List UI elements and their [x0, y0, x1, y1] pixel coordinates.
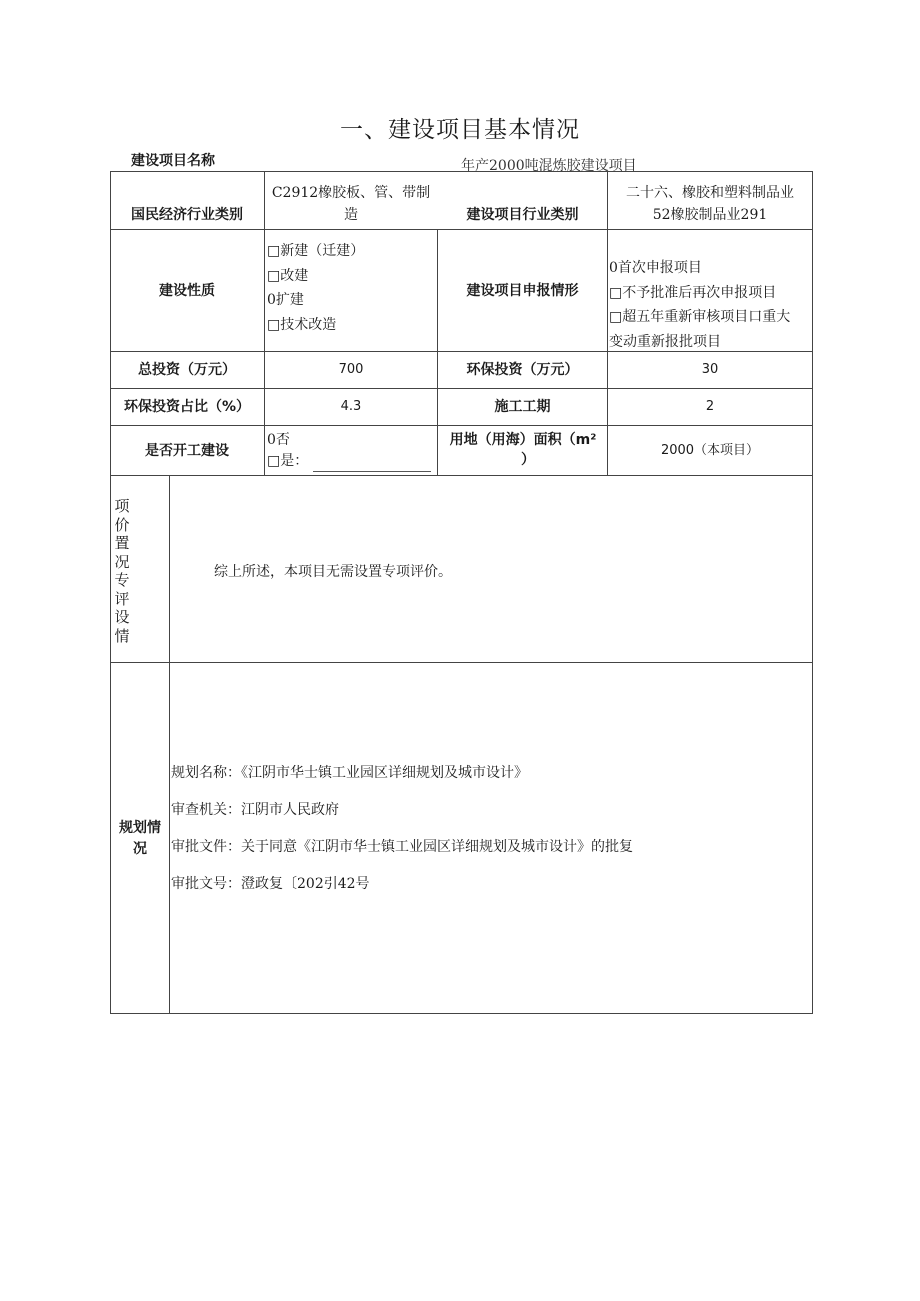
land-area-value: 2000（本项目） — [660, 442, 760, 458]
planning-approval-doc: 审批文件：关于同意《江阴市华士镇工业园区详细规划及城市设计》的批复 — [171, 839, 633, 855]
planning-details — [171, 755, 633, 903]
option-reapply: □不予批准后再次申报项目 — [609, 284, 777, 301]
option-new: □新建（迁建） — [267, 243, 365, 259]
construction-nature-label: 建设性质 — [159, 282, 215, 299]
env-ratio-label: 环保投资占比（%） — [123, 399, 251, 415]
started-date-underline — [313, 457, 431, 472]
option-tech-upgrade: □技术改造 — [267, 316, 337, 333]
special-eval-label: 项 价 置 况 专 评 设 情 — [114, 497, 130, 645]
planning-name: 规划名称：《江阴市华士镇工业园区详细规划及城市设计》 — [171, 765, 528, 781]
construction-period-label: 施工工期 — [494, 399, 551, 415]
started-options — [267, 430, 431, 472]
option-rebuild: □改建 — [267, 267, 309, 284]
planning-approval-number: 审批文号：澄政复〔202引42号 — [171, 876, 370, 892]
application-options — [609, 256, 790, 354]
env-investment-label: 环保投资（万元） — [466, 362, 579, 378]
project-industry-label: 建设项目行业类别 — [466, 206, 579, 223]
option-five-year-review: □超五年重新审核项目口重大 — [609, 309, 791, 325]
env-ratio-value: 4.3 — [340, 399, 362, 414]
planning-label: 规划情 况 — [119, 820, 161, 857]
application-label: 建设项目申报情形 — [466, 282, 579, 299]
national-industry-label: 国民经济行业类别 — [131, 206, 243, 223]
land-area-label: 用地（用海）面积（m² ） — [449, 432, 597, 468]
project-name-value: 年产2000吨混炼胶建设项目 — [461, 158, 637, 174]
planning-authority: 审查机关：江阴市人民政府 — [171, 802, 339, 818]
page-title: 一、建设项目基本情况 — [340, 117, 580, 143]
option-first-application: 0首次申报项目 — [609, 260, 702, 276]
construction-nature-options — [267, 239, 364, 337]
project-name-label: 建设项目名称 — [131, 153, 215, 169]
total-investment-label: 总投资（万元） — [138, 362, 236, 378]
national-industry-value: C2912橡胶板、管、带制 造 — [271, 185, 431, 223]
special-eval-text: 综上所述，本项目无需设置专项评价。 — [214, 564, 452, 580]
started-label: 是否开工建设 — [145, 442, 229, 459]
construction-period-value: 2 — [705, 399, 715, 414]
option-started: □是： — [267, 453, 309, 469]
option-not-started: 0否 — [267, 432, 290, 448]
project-industry-value: 二十六、橡胶和塑料制品业 52橡胶制品业291 — [626, 185, 794, 223]
env-investment-value: 30 — [701, 362, 719, 377]
total-investment-value: 700 — [338, 362, 364, 377]
option-expand: 0扩建 — [267, 292, 304, 308]
option-major-change: 变动重新报批项目 — [609, 333, 721, 350]
